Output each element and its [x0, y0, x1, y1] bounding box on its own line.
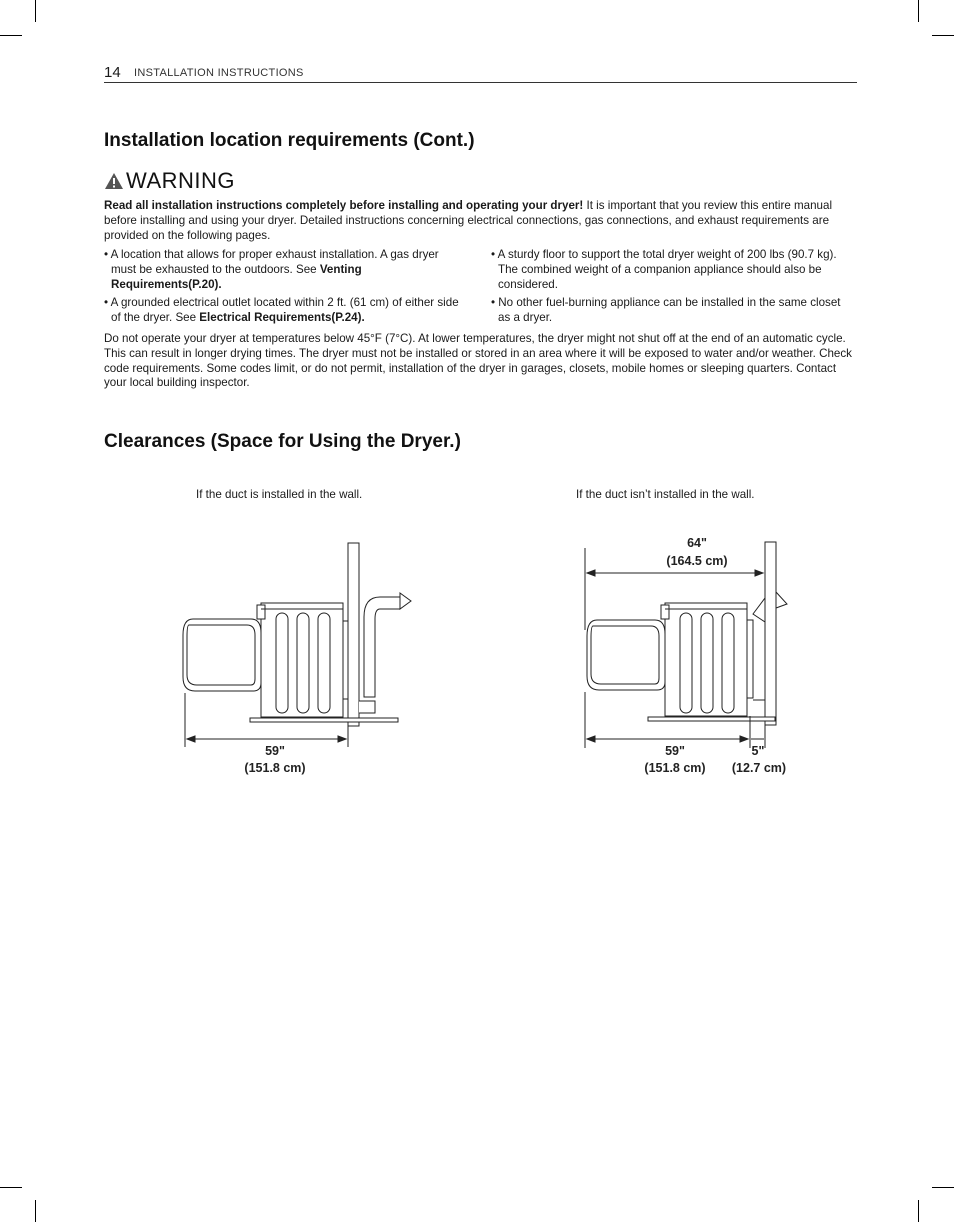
list-item: • A location that allows for proper exhaust installation. A gas dryer must be exhausted to the outdoors. See Venting Requirements(P.20). — [104, 248, 439, 291]
section-heading-clearances: Clearances (Space for Using the Dryer.) — [104, 431, 461, 452]
list-item: • A sturdy floor to support the total dryer weight of 200 lbs (90.7 kg). The combined weight of a companion appliance should also be considered. — [491, 248, 837, 291]
dimension-total-metric: (164.5 cm) — [666, 554, 728, 568]
dimension-total-label: 64" — [687, 536, 707, 550]
dimension-depth-label: 59" — [265, 744, 285, 758]
dimension-depth-metric: (151.8 cm) — [644, 761, 706, 775]
warning-heading — [104, 168, 235, 194]
diagram-caption-right: If the duct isn’t installed in the wall. — [576, 488, 755, 501]
dryer-door — [183, 619, 261, 691]
warning-intro-rest: It is important that you review this entire manual before installing and using your dryer. Detailed instructions concerning electrical connections, gas connections, and exhaust requirements are provided on the following pages. — [104, 199, 833, 242]
list-item: • No other fuel-burning appliance can be installed in the same closet as a dryer. — [491, 296, 841, 325]
bullet-list-right — [491, 248, 853, 330]
dimension-gap-metric: (12.7 cm) — [731, 761, 787, 775]
warning-label: WARNING — [126, 168, 236, 193]
dimension-depth-metric: (151.8 cm) — [244, 761, 306, 775]
crop-mark — [932, 35, 954, 36]
page-title: Installation location requirements (Cont.) — [104, 130, 475, 151]
warning-icon — [104, 172, 124, 190]
wall — [765, 542, 776, 725]
section-title: INSTALLATION INSTRUCTIONS — [134, 67, 304, 79]
list-item: • A grounded electrical outlet located within 2 ft. (61 cm) of either side of the dryer. See Electrical Requirements(P.24). — [104, 296, 459, 325]
crop-mark — [918, 1200, 919, 1222]
crop-mark — [0, 35, 22, 36]
crop-mark — [932, 1187, 954, 1188]
dimension-depth-label: 59" — [665, 744, 685, 758]
dryer-body — [665, 603, 747, 716]
floor — [250, 718, 398, 722]
warning-intro-bold: Read all installation instructions completely before installing and operating your dryer! — [104, 199, 584, 212]
diagram-duct-in-wall — [175, 535, 425, 785]
diagram-caption-left: If the duct is installed in the wall. — [196, 488, 363, 501]
page-header — [104, 62, 857, 83]
crop-mark — [35, 1200, 36, 1222]
temperature-note: Do not operate your dryer at temperatures below 45°F (7°C). At lower temperatures, the dryer might not shut off at the end of an automatic cycle. This can result in longer drying times. The dryer must not be installed or stored in an area where it will be exposed to water and/or weather. Check code requirements. Some codes limit, or do not permit, installation of the dryer in garages, closets, mobile homes or sleeping quarters. Contact your local building inspector. — [104, 332, 852, 390]
crop-mark — [0, 1187, 22, 1188]
warning-intro — [104, 199, 854, 243]
floor — [648, 717, 775, 721]
dryer-body — [261, 603, 343, 717]
diagram-duct-not-in-wall — [575, 530, 805, 785]
duct — [364, 597, 400, 697]
wall — [348, 543, 359, 726]
crop-mark — [35, 0, 36, 22]
dryer-door — [587, 620, 665, 690]
page-number: 14 — [104, 64, 121, 81]
crop-mark — [918, 0, 919, 22]
bullet-list-left — [104, 248, 466, 330]
exhaust-hood — [753, 598, 765, 622]
dimension-gap-label: 5" — [751, 744, 765, 758]
